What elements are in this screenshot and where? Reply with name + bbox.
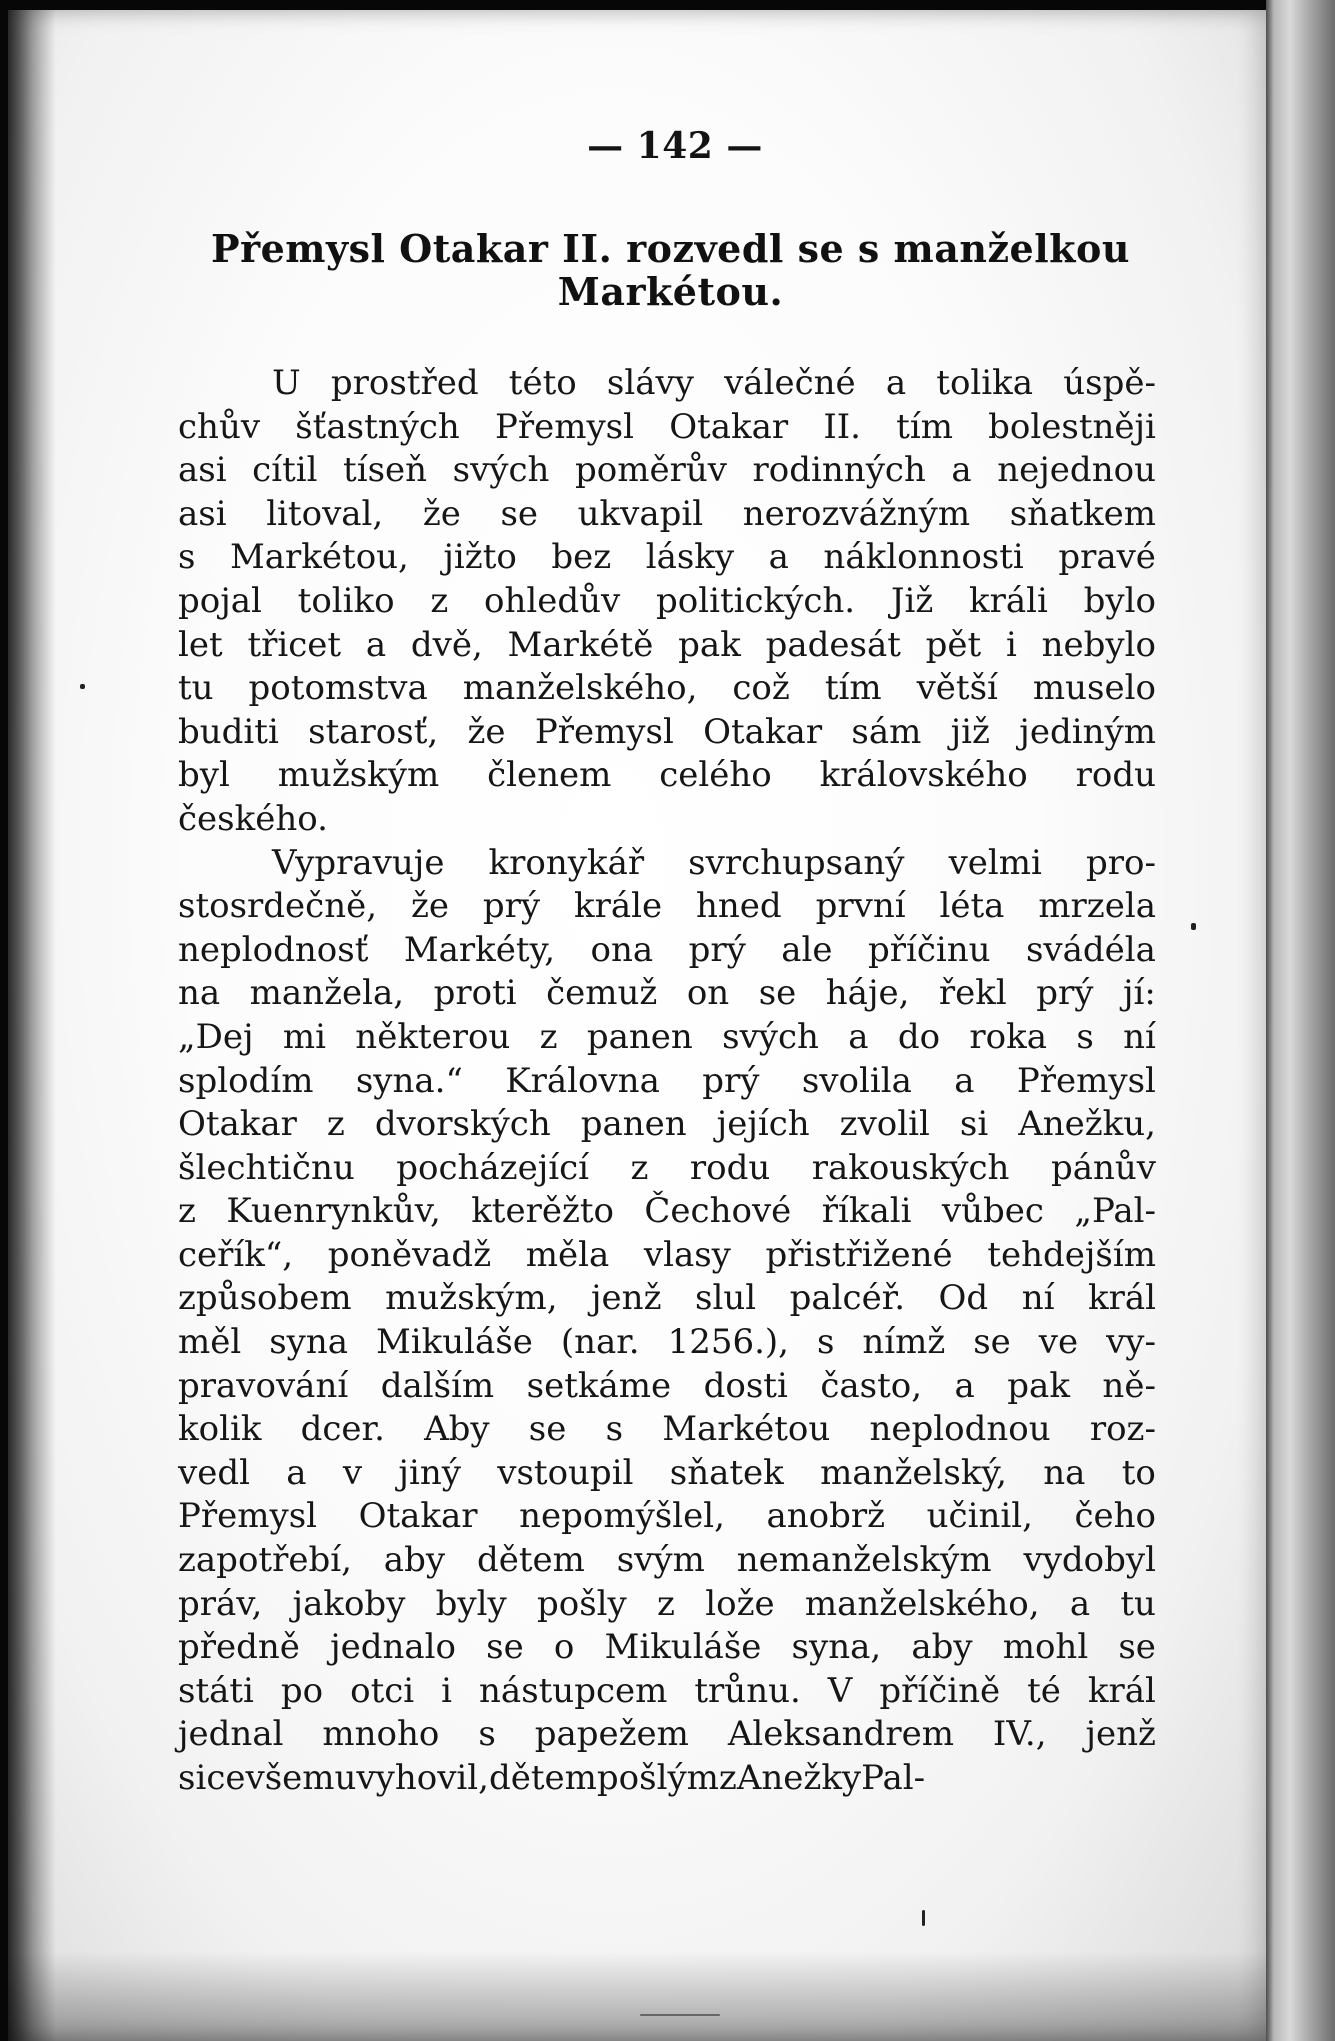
- text-word: měla: [525, 1234, 610, 1275]
- text-word: aby: [911, 1627, 973, 1668]
- text-word: tu: [1120, 1583, 1156, 1624]
- text-word: mnoho: [322, 1714, 440, 1755]
- text-word: kolik: [178, 1409, 262, 1450]
- text-word: rakouských: [811, 1147, 1010, 1188]
- text-word: tíseň: [343, 450, 428, 491]
- text-line: [178, 1713, 1156, 1757]
- text-word: tehdejším: [987, 1234, 1156, 1275]
- text-line: [178, 711, 1156, 755]
- text-word: mohl: [1002, 1627, 1089, 1668]
- text-line: [178, 885, 1156, 929]
- text-word: zvolil: [839, 1104, 930, 1145]
- text-word: mužským: [277, 755, 440, 796]
- text-word: nástupcem: [479, 1670, 668, 1711]
- text-word: pojal: [178, 580, 262, 621]
- text-word: předně: [178, 1627, 300, 1668]
- text-line: [178, 449, 1156, 493]
- text-word: jenž: [591, 1278, 662, 1319]
- text-word: že: [467, 711, 506, 752]
- text-word: manžela,: [249, 973, 405, 1014]
- text-word: měl: [178, 1322, 242, 1363]
- text-word: Kuenrynkův,: [226, 1191, 441, 1232]
- text-word: manželský,: [820, 1452, 1007, 1493]
- text-word: prý: [702, 1060, 760, 1101]
- text-word: svrchupsaný: [688, 842, 905, 883]
- text-word: s: [605, 1409, 624, 1450]
- text-word: ní: [1021, 1278, 1055, 1319]
- text-word: sám: [851, 711, 922, 752]
- text-word: mužským,: [385, 1278, 558, 1319]
- text-word: a: [885, 363, 907, 403]
- text-word: nímž: [862, 1322, 946, 1363]
- text-word: a: [848, 1016, 869, 1057]
- text-word: českého.: [178, 798, 328, 839]
- text-word: některou: [355, 1016, 511, 1057]
- text-word: lásky: [645, 537, 735, 578]
- text-word: přistřižené: [765, 1234, 953, 1275]
- text-word: z: [430, 580, 449, 621]
- text-word: celého: [659, 755, 772, 796]
- text-word: pravé: [1058, 537, 1156, 578]
- text-word: aby: [383, 1540, 446, 1581]
- text-word: poněvadž: [327, 1234, 492, 1275]
- text-word: mi: [282, 1016, 326, 1057]
- text-word: učinil,: [926, 1496, 1033, 1537]
- text-word: V: [827, 1670, 853, 1711]
- text-word: dětem: [476, 1540, 585, 1581]
- text-word: Otakar: [669, 406, 789, 447]
- body-text: [178, 362, 1156, 1801]
- text-word: anobrž: [766, 1496, 886, 1537]
- text-line: [178, 580, 1156, 624]
- text-word: jí:: [1123, 973, 1156, 1014]
- text-word: královského: [819, 755, 1028, 796]
- text-word: jednal: [178, 1714, 284, 1755]
- text-word: starosť,: [308, 711, 439, 752]
- text-word: pošly: [537, 1583, 627, 1624]
- text-word: král: [1087, 1670, 1156, 1711]
- text-word: manželského,: [804, 1583, 1040, 1624]
- text-word: tím: [824, 668, 882, 709]
- text-word: i: [441, 1670, 453, 1711]
- text-word: dvorských: [374, 1104, 551, 1145]
- text-word: říkali: [821, 1191, 912, 1232]
- text-word: (nar.: [560, 1322, 640, 1363]
- text-word: nerozvážným: [742, 493, 971, 534]
- text-line: [178, 1060, 1156, 1104]
- text-line: [178, 1365, 1156, 1409]
- page-number: — 142 —: [587, 125, 763, 167]
- text-line: [178, 1408, 1156, 1452]
- text-word: příčinu: [867, 929, 991, 970]
- text-word: válečné: [724, 363, 856, 403]
- adjacent-page-edge: [1266, 0, 1335, 2041]
- text-word: práv,: [178, 1583, 263, 1624]
- text-word: králi: [968, 580, 1048, 621]
- text-word: neplodnosť: [178, 929, 369, 970]
- text-word: svádéla: [1025, 929, 1156, 970]
- text-line: [178, 1452, 1156, 1496]
- text-word: zapotřebí,: [178, 1540, 352, 1581]
- text-word: ceřík“,: [178, 1234, 294, 1275]
- text-word: bolestněji: [988, 406, 1156, 447]
- text-word: Již: [890, 580, 934, 621]
- text-word: se: [500, 493, 539, 534]
- text-word: do: [897, 1016, 941, 1057]
- text-word: z: [657, 1583, 675, 1624]
- text-word: rodinných: [752, 450, 926, 491]
- text-word: příčině: [879, 1670, 1001, 1711]
- text-word: z: [326, 1104, 345, 1145]
- text-word: asi: [178, 493, 227, 534]
- text-word: často,: [820, 1365, 923, 1406]
- text-word: a: [951, 450, 972, 491]
- text-word: vydobyl: [1023, 1540, 1156, 1581]
- text-word: jediným: [1019, 711, 1156, 752]
- text-line: [178, 1757, 1156, 1801]
- text-word: chův: [178, 406, 261, 447]
- text-word: čemuž: [546, 973, 658, 1014]
- text-word: tu: [178, 668, 214, 709]
- text-word: dalším: [380, 1365, 495, 1406]
- text-word: Anežky: [736, 1758, 862, 1798]
- text-word: pro-: [1086, 842, 1156, 883]
- text-word: on: [686, 973, 730, 1014]
- text-word: jakoby: [292, 1583, 406, 1624]
- print-speck: [1191, 923, 1196, 930]
- text-word: pocházející: [396, 1147, 590, 1188]
- text-word: ale: [781, 929, 833, 970]
- page-gutter-shadow: [8, 10, 56, 2041]
- text-word: se: [973, 1322, 1011, 1363]
- text-line: [178, 929, 1156, 973]
- text-line: [178, 1321, 1156, 1365]
- text-word: nejednou: [997, 450, 1156, 491]
- text-word: proti: [433, 973, 517, 1014]
- text-word: vůbec: [941, 1191, 1044, 1232]
- text-word: Přemysl: [1016, 1060, 1156, 1101]
- text-word: neplodnou: [869, 1409, 1051, 1450]
- page-bottom-shadow: [8, 1951, 1266, 2041]
- text-line: [178, 667, 1156, 711]
- text-word: rodu: [1075, 755, 1156, 796]
- text-word: po: [280, 1670, 324, 1711]
- text-line: [178, 362, 1156, 406]
- text-word: pánův: [1050, 1147, 1156, 1188]
- text-word: papežem: [534, 1714, 689, 1755]
- text-word: buditi: [178, 711, 279, 752]
- text-word: bylo: [1083, 580, 1156, 621]
- text-word: prý: [482, 886, 541, 927]
- text-line: [178, 624, 1156, 668]
- text-word: jenž: [1085, 1714, 1156, 1755]
- text-word: čeho: [1074, 1496, 1156, 1537]
- text-word: všemu: [245, 1758, 357, 1798]
- text-word: o: [553, 1627, 575, 1668]
- text-word: panen: [586, 1016, 693, 1057]
- text-word: nemanželským: [736, 1540, 992, 1581]
- text-word: velmi: [948, 842, 1042, 883]
- text-word: Markétě: [507, 624, 654, 665]
- text-word: panen: [580, 1104, 687, 1145]
- text-word: sice: [178, 1758, 246, 1798]
- text-word: se: [486, 1627, 524, 1668]
- text-line: [178, 1626, 1156, 1670]
- text-line: [178, 798, 1156, 842]
- text-word: Mikuláše: [604, 1627, 762, 1668]
- text-word: že: [422, 493, 461, 534]
- text-word: mrzela: [1038, 886, 1156, 927]
- text-line: [178, 1103, 1156, 1147]
- text-word: náklonnosti: [823, 537, 1024, 578]
- text-word: Pal-: [861, 1758, 926, 1798]
- text-word: roka: [969, 1016, 1048, 1057]
- text-word: cítil: [252, 450, 318, 491]
- text-word: rodu: [689, 1147, 771, 1188]
- text-word: pak: [1007, 1365, 1070, 1406]
- text-word: pravování: [178, 1365, 349, 1406]
- text-word: stosrdečně,: [178, 886, 378, 927]
- text-word: Přemysl: [534, 711, 674, 752]
- text-word: tolika: [936, 363, 1034, 403]
- text-word: si: [959, 1104, 989, 1145]
- text-word: šlechtičnu: [178, 1147, 355, 1188]
- text-word: litoval,: [266, 493, 384, 534]
- text-word: ukvapil: [577, 493, 704, 534]
- text-word: léta: [939, 886, 1005, 927]
- text-word: ně-: [1102, 1365, 1156, 1406]
- text-word: ohledův: [484, 580, 621, 621]
- text-word: první: [815, 886, 906, 927]
- text-word: na: [1043, 1452, 1086, 1493]
- text-word: byl: [178, 755, 230, 796]
- text-word: větší: [916, 668, 998, 709]
- text-line: [178, 406, 1156, 450]
- text-word: se: [758, 973, 797, 1014]
- text-word: roz-: [1089, 1409, 1156, 1450]
- text-word: potomstva: [248, 668, 428, 709]
- text-word: IV.,: [992, 1714, 1047, 1755]
- text-word: svolila: [801, 1060, 912, 1101]
- text-word: „Dej: [178, 1016, 254, 1057]
- text-word: bez: [551, 537, 612, 578]
- text-line: [178, 972, 1156, 1016]
- text-word: jižto: [443, 537, 517, 578]
- text-line: [178, 1016, 1156, 1060]
- text-word: pět: [925, 624, 982, 665]
- text-line: [178, 1583, 1156, 1627]
- text-word: II.: [823, 406, 861, 447]
- text-word: členem: [487, 755, 612, 796]
- text-word: Aleksandrem: [727, 1714, 954, 1755]
- text-word: vstoupil: [497, 1452, 634, 1493]
- text-word: dvě,: [410, 624, 483, 665]
- text-word: byly: [435, 1583, 507, 1624]
- print-speck: [640, 2014, 720, 2016]
- text-word: nepomýšlel,: [519, 1496, 725, 1537]
- text-word: splodím: [178, 1060, 314, 1101]
- text-word: Otakar: [703, 711, 823, 752]
- text-line: [178, 1190, 1156, 1234]
- text-word: ve: [1038, 1322, 1079, 1363]
- text-word: Markéty,: [403, 929, 556, 970]
- text-word: ní: [1123, 1016, 1156, 1057]
- text-word: „Pal-: [1074, 1191, 1156, 1232]
- text-line: [178, 754, 1156, 798]
- text-word: dcer.: [300, 1409, 385, 1450]
- text-word: na: [178, 973, 221, 1014]
- text-line: [178, 1147, 1156, 1191]
- text-word: vy-: [1106, 1322, 1156, 1363]
- text-word: let: [178, 624, 223, 665]
- text-word: a: [768, 537, 789, 578]
- text-line: [178, 842, 1156, 886]
- text-word: hned: [696, 886, 782, 927]
- text-word: jejích: [716, 1104, 810, 1145]
- text-word: již: [950, 711, 990, 752]
- text-word: s: [816, 1322, 835, 1363]
- text-word: Otakar: [178, 1104, 297, 1145]
- text-word: a: [1069, 1583, 1091, 1624]
- text-word: sňatkem: [1009, 493, 1156, 534]
- text-line: [178, 493, 1156, 537]
- text-word: a: [954, 1365, 975, 1406]
- print-speck: [80, 684, 85, 689]
- text-word: to: [1121, 1452, 1156, 1493]
- text-word: úspě-: [1063, 363, 1156, 403]
- text-word: asi: [178, 450, 227, 491]
- text-word: Vypravuje: [272, 842, 445, 883]
- text-word: Markétou,: [229, 537, 409, 578]
- text-word: slul: [695, 1278, 757, 1319]
- text-word: prý: [1036, 973, 1094, 1014]
- text-word: nebylo: [1041, 624, 1156, 665]
- text-word: vlasy: [643, 1234, 731, 1275]
- print-speck: [922, 1910, 925, 1926]
- text-line: [178, 1234, 1156, 1278]
- text-word: otci: [350, 1670, 415, 1711]
- text-word: z: [178, 1191, 196, 1232]
- text-word: toliko: [297, 580, 395, 621]
- text-word: král: [1088, 1278, 1156, 1319]
- text-line: [178, 1495, 1156, 1539]
- text-word: a: [286, 1452, 307, 1493]
- text-word: trůnu.: [694, 1670, 801, 1711]
- text-word: svých: [452, 450, 550, 491]
- text-line: [178, 1539, 1156, 1583]
- text-word: se: [1118, 1627, 1156, 1668]
- text-word: z: [630, 1147, 649, 1188]
- text-word: s: [478, 1714, 496, 1755]
- text-word: svým: [616, 1540, 705, 1581]
- text-word: se: [528, 1409, 567, 1450]
- text-word: i: [1005, 624, 1017, 665]
- text-word: padesát: [765, 624, 901, 665]
- text-word: tím: [896, 406, 953, 447]
- text-word: Čechové: [644, 1191, 792, 1232]
- text-word: 1256.),: [667, 1322, 789, 1363]
- text-line: [178, 536, 1156, 580]
- text-word: Markétou: [662, 1409, 831, 1450]
- text-word: ona: [590, 929, 654, 970]
- text-word: což: [732, 668, 790, 709]
- text-word: jiný: [398, 1452, 461, 1493]
- text-word: Královna: [505, 1060, 660, 1101]
- text-word: kronykář: [488, 842, 645, 883]
- text-word: sňatek: [669, 1452, 784, 1493]
- text-word: pak: [678, 624, 741, 665]
- text-word: pošlým: [596, 1758, 719, 1798]
- text-word: té: [1027, 1670, 1061, 1711]
- text-word: s: [1076, 1016, 1094, 1057]
- text-word: šťastných: [295, 406, 460, 447]
- text-word: Přemysl: [494, 406, 634, 447]
- text-word: U: [272, 363, 301, 403]
- text-word: setkáme: [526, 1365, 672, 1406]
- text-word: politických.: [655, 580, 856, 621]
- text-line: [178, 1277, 1156, 1321]
- text-word: svých: [722, 1016, 819, 1057]
- text-word: a: [365, 624, 387, 665]
- text-word: v: [342, 1452, 363, 1493]
- text-word: palcéř.: [789, 1278, 906, 1319]
- text-word: prý: [688, 929, 746, 970]
- text-word: z: [718, 1758, 737, 1798]
- text-word: muselo: [1032, 668, 1156, 709]
- text-word: lože: [705, 1583, 775, 1624]
- text-word: řekl: [938, 973, 1007, 1014]
- text-word: Od: [938, 1278, 989, 1319]
- text-word: syna: [269, 1322, 349, 1363]
- text-word: manželského,: [462, 668, 698, 709]
- text-word: slávy: [606, 363, 694, 403]
- text-word: kterěžto: [471, 1191, 614, 1232]
- text-word: Aby: [424, 1409, 490, 1450]
- text-word: že: [410, 886, 449, 927]
- text-word: z: [539, 1016, 558, 1057]
- text-word: dětem: [488, 1758, 597, 1798]
- text-word: Mikuláše: [375, 1322, 533, 1363]
- text-word: způsobem: [178, 1278, 352, 1319]
- text-word: krále: [574, 886, 663, 927]
- text-line: [178, 1670, 1156, 1714]
- text-word: s: [178, 537, 196, 578]
- text-word: Otakar: [358, 1496, 478, 1537]
- text-word: prostřed: [330, 363, 479, 403]
- text-word: syna.“: [355, 1060, 463, 1101]
- text-word: poměrův: [575, 450, 727, 491]
- text-word: Anežku,: [1018, 1104, 1156, 1145]
- text-word: vedl: [178, 1452, 250, 1493]
- text-word: státi: [178, 1670, 254, 1711]
- text-word: jednalo: [330, 1627, 457, 1668]
- text-word: a: [954, 1060, 975, 1101]
- text-word: třicet: [247, 624, 342, 665]
- text-word: háje,: [825, 973, 910, 1014]
- text-word: této: [508, 363, 577, 403]
- text-word: dosti: [703, 1365, 788, 1406]
- text-word: syna,: [791, 1627, 882, 1668]
- text-word: Přemysl: [178, 1496, 318, 1537]
- book-page: [8, 10, 1266, 2041]
- text-word: vyhovil,: [356, 1758, 489, 1798]
- chapter-title: Přemysl Otakar II. rozvedl se s manželkou Markétou.: [211, 226, 1130, 314]
